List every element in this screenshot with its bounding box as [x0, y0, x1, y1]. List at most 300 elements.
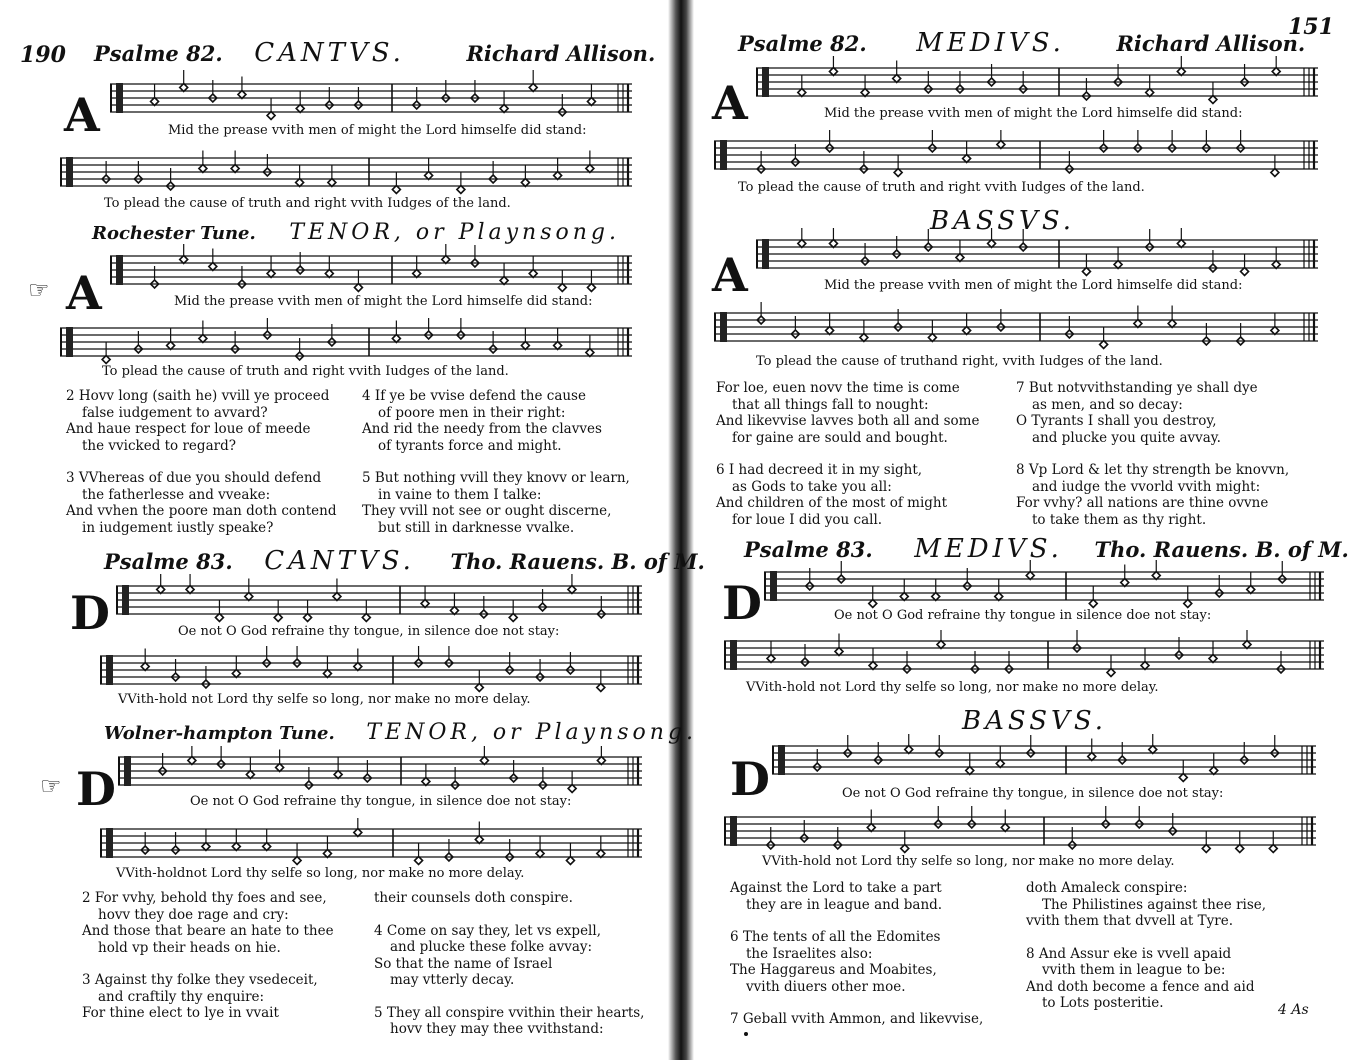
- note-head: [529, 84, 537, 92]
- note-head: [1202, 845, 1210, 853]
- note-head: [199, 335, 207, 343]
- staff-drawing: [110, 244, 632, 296]
- psalm-83-tenor-heading: [104, 720, 697, 745]
- verse-line: 5 They all conspire vvithin their hearts,: [374, 1004, 645, 1021]
- note-head: [1209, 655, 1217, 663]
- note-head: [1241, 268, 1249, 276]
- voice-name: TENOR, or Playnsong.: [366, 720, 698, 745]
- note-head: [1082, 268, 1090, 276]
- verse-line: but still in darknesse vvalke.: [378, 519, 575, 536]
- note-head: [1088, 753, 1096, 761]
- staff-drawing: [60, 318, 632, 366]
- note-head: [151, 98, 159, 106]
- note-head: [238, 91, 246, 99]
- note-head: [1184, 600, 1192, 608]
- note-head: [932, 593, 940, 601]
- staff-drawing: [100, 818, 642, 868]
- note-head: [521, 179, 529, 187]
- music-staff: [110, 244, 632, 296]
- lyric-line: To plead the cause of truthand right, vvith Iudges of the land.: [756, 354, 1163, 369]
- note-head: [328, 179, 336, 187]
- clef-icon: [106, 828, 113, 858]
- psalm-83-cantus-heading: [104, 546, 705, 576]
- note-head: [500, 277, 508, 285]
- note-head: [231, 165, 239, 173]
- initial-letter: D: [722, 576, 762, 630]
- verse-line: for gaine are sould and bought.: [732, 429, 948, 446]
- note-head: [529, 270, 537, 278]
- verse-block: [716, 380, 1336, 530]
- verse-line: 2 Hovv long (saith he) vvill ye proceed: [66, 388, 330, 404]
- verse-line: and iudge the vvorld vvith might:: [1032, 478, 1261, 495]
- pointing-hand-icon: ☞: [40, 772, 62, 800]
- music-staff: [714, 130, 1318, 180]
- note-head: [334, 771, 342, 779]
- note-head: [1026, 572, 1034, 580]
- verse-column-left: [66, 388, 336, 552]
- lyric-line: To plead the cause of truth and right vvith Iudges of the land.: [102, 364, 509, 379]
- note-head: [867, 824, 875, 832]
- lyric-line: VVith-holdnot Lord thy selfe so long, nor make no more delay.: [116, 866, 525, 881]
- verse-column-right: [374, 890, 644, 1054]
- verse-line: 8 And Assur eke is vvell apaid: [1026, 945, 1232, 962]
- note-head: [586, 165, 594, 173]
- note-head: [450, 607, 458, 615]
- lyric-line: To plead the cause of truth and right vvith Iudges of the land.: [738, 180, 1145, 195]
- composer-name: Tho. Rauens. B. of M.: [1094, 537, 1349, 562]
- ink-dot: [744, 1032, 748, 1036]
- note-head: [1247, 586, 1255, 594]
- verse-stanza: [374, 890, 644, 907]
- note-head: [835, 648, 843, 656]
- verse-line: 4 If ye be vvise defend the cause: [362, 388, 586, 404]
- note-head: [1210, 767, 1218, 775]
- clef-icon: [116, 255, 123, 285]
- note-head: [323, 670, 331, 678]
- initial-letter: A: [64, 88, 100, 142]
- note-head: [1089, 600, 1097, 608]
- verse-line: in iudgement iustly speake?: [82, 519, 274, 536]
- page-number: 151: [1288, 14, 1334, 40]
- psalm-82-medius-heading: [738, 28, 1305, 58]
- verse-line: For vvhy? all nations are thine ovvne: [1016, 495, 1269, 511]
- verse-stanza: [1016, 380, 1289, 446]
- lyric-line: To plead the cause of truth and right vvith Iudges of the land.: [104, 196, 511, 211]
- note-head: [521, 342, 529, 350]
- note-head: [1177, 240, 1185, 248]
- clef-icon: [778, 745, 785, 775]
- clef-icon: [720, 140, 727, 170]
- verse-stanza: [716, 380, 979, 446]
- note-head: [354, 829, 362, 837]
- note-head: [304, 614, 312, 622]
- verse-line: false iudgement to avvard?: [82, 404, 268, 421]
- psalm-82-tenor-heading: [92, 220, 620, 245]
- verse-line: the fatherlesse and vveake:: [82, 486, 271, 503]
- note-head: [900, 593, 908, 601]
- verse-line: And likevvise lavves both all and some: [716, 413, 980, 429]
- note-head: [296, 105, 304, 113]
- verse-stanza: [1016, 462, 1289, 528]
- note-head: [826, 327, 834, 335]
- staff-drawing: [116, 574, 642, 626]
- note-head: [568, 785, 576, 793]
- verse-line: as Gods to take you all:: [732, 478, 892, 495]
- verse-line: And vvhen the poore man doth contend: [66, 503, 337, 519]
- note-head: [554, 172, 562, 180]
- note-head: [536, 850, 544, 858]
- staff-drawing: [118, 746, 642, 796]
- note-head: [457, 186, 465, 194]
- note-head: [1243, 641, 1251, 649]
- note-head: [362, 614, 370, 622]
- note-head: [966, 767, 974, 775]
- composer-name: Richard Allison.: [1116, 31, 1306, 56]
- verse-line: hovv they doe rage and cry:: [98, 906, 289, 923]
- note-head: [509, 614, 517, 622]
- note-head: [475, 684, 483, 692]
- verse-stanza: [82, 890, 334, 956]
- note-head: [215, 614, 223, 622]
- verse-block: [730, 880, 1330, 1027]
- verse-line: as men, and so decay:: [1032, 396, 1183, 413]
- voice-name: BASSVS.: [930, 206, 1075, 236]
- verse-line: 8 Vp Lord & let thy strength be knovvn,: [1016, 462, 1290, 478]
- verse-line: 2 For vvhy, behold thy foes and see,: [82, 890, 327, 906]
- note-head: [186, 586, 194, 594]
- note-head: [296, 179, 304, 187]
- verse-line: And those that beare an hate to thee: [82, 923, 334, 939]
- note-head: [937, 641, 945, 649]
- verse-block: [66, 388, 666, 548]
- clef-icon: [730, 816, 737, 846]
- note-head: [1271, 169, 1279, 177]
- note-head: [323, 850, 331, 858]
- note-head: [869, 600, 877, 608]
- note-head: [188, 757, 196, 765]
- verse-column-right: [362, 388, 630, 552]
- note-head: [767, 655, 775, 663]
- music-staff: [714, 302, 1318, 352]
- verse-stanza: [374, 923, 644, 989]
- staff-drawing: [772, 734, 1316, 786]
- lyric-line: Mid the prease vvith men of might the Lord himselfe did stand:: [824, 278, 1243, 293]
- music-staff: [724, 630, 1324, 680]
- staff-drawing: [714, 302, 1318, 352]
- note-head: [500, 105, 508, 113]
- note-head: [905, 746, 913, 754]
- note-head: [354, 284, 362, 292]
- lyric-line: Oe not O God refraine thy tongue, in silence doe not stay:: [178, 624, 560, 639]
- note-head: [245, 593, 253, 601]
- verse-stanza: [66, 470, 336, 536]
- note-head: [568, 586, 576, 594]
- verse-line: Against the Lord to take a part: [730, 880, 942, 896]
- note-head: [480, 757, 488, 765]
- lyric-line: Oe not O God refraine thy tongue in silence doe not stay:: [834, 608, 1212, 623]
- verse-block: [82, 890, 662, 1037]
- verse-stanza: [362, 388, 630, 454]
- lyric-line: Mid the prease vvith men of might the Lord himselfe did stand:: [168, 123, 587, 138]
- note-head: [232, 670, 240, 678]
- verse-line: So that the name of Israel: [374, 955, 553, 972]
- lyric-line: Mid the prease vvith men of might the Lord himselfe did stand:: [824, 106, 1243, 121]
- composer-name: Richard Allison.: [466, 41, 656, 66]
- staff-drawing: [764, 560, 1324, 612]
- note-head: [167, 342, 175, 350]
- note-head: [1134, 320, 1142, 328]
- staff-drawing: [756, 228, 1318, 280]
- note-head: [963, 327, 971, 335]
- note-head: [232, 843, 240, 851]
- note-head: [267, 112, 275, 120]
- note-head: [421, 600, 429, 608]
- note-head: [928, 334, 936, 342]
- psalm-title: Psalme 83.: [744, 537, 873, 562]
- note-head: [988, 240, 996, 248]
- verse-line: the Israelites also:: [746, 945, 873, 962]
- note-head: [442, 256, 450, 264]
- verse-line: doth Amaleck conspire:: [1026, 880, 1188, 896]
- note-head: [392, 186, 400, 194]
- note-head: [597, 684, 605, 692]
- note-head: [1149, 746, 1157, 754]
- right-page: [694, 0, 1360, 1060]
- verse-line: and plucke you quite avvay.: [1032, 429, 1221, 446]
- music-staff: [116, 574, 642, 626]
- note-head: [333, 593, 341, 601]
- verse-line: in vaine to them I talke:: [378, 486, 542, 503]
- note-head: [586, 349, 594, 357]
- clef-icon: [66, 157, 73, 187]
- verse-line: O Tyrants I shall you destroy,: [1016, 413, 1217, 429]
- initial-letter: A: [66, 266, 102, 320]
- note-head: [1121, 579, 1129, 587]
- verse-line: For thine elect to lye in vvait: [82, 1005, 279, 1021]
- note-head: [554, 342, 562, 350]
- verse-line: vvith them in league to be:: [1042, 962, 1226, 978]
- book-gutter: [668, 0, 694, 1060]
- note-head: [276, 764, 284, 772]
- staff-drawing: [714, 130, 1318, 180]
- note-head: [1236, 845, 1244, 853]
- verse-line: they are in league and band.: [746, 896, 943, 913]
- verse-line: hovv they may thee vvithstand:: [390, 1021, 604, 1037]
- music-staff: [772, 734, 1316, 786]
- voice-name: MEDIVS.: [914, 534, 1063, 564]
- verse-stanza: [1026, 880, 1266, 930]
- lyric-line: Oe not O God refraine thy tongue, in silence doe not stay:: [842, 786, 1224, 801]
- verse-column-right: [1026, 880, 1266, 1028]
- voice-name: MEDIVS.: [916, 28, 1065, 58]
- note-head: [475, 836, 483, 844]
- catchword: 4 As: [1278, 1002, 1309, 1018]
- psalm-title: Psalme 82.: [738, 31, 867, 56]
- clef-icon: [66, 327, 73, 357]
- lyric-line: VVith-hold not Lord thy selfe so long, nor make no more delay.: [762, 854, 1175, 869]
- clef-icon: [122, 585, 129, 615]
- staff-drawing: [724, 630, 1324, 680]
- verse-line: The Haggareus and Moabites,: [730, 962, 937, 978]
- note-head: [587, 98, 595, 106]
- clef-icon: [124, 756, 131, 786]
- clef-icon: [762, 239, 769, 269]
- note-head: [413, 270, 421, 278]
- note-head: [861, 89, 869, 97]
- verse-line: of poore men in their right:: [378, 404, 566, 421]
- note-head: [1114, 261, 1122, 269]
- verse-line: And doth become a fence and aid: [1026, 978, 1255, 995]
- note-head: [1107, 669, 1115, 677]
- verse-column-left: [716, 380, 979, 544]
- verse-line: and craftily thy enquire:: [98, 988, 265, 1005]
- note-head: [1177, 68, 1185, 76]
- note-head: [566, 857, 574, 865]
- verse-line: of tyrants force and might.: [378, 437, 562, 454]
- verse-stanza: [730, 929, 983, 995]
- note-head: [1100, 341, 1108, 349]
- verse-line: 7 Geball vvith Ammon, and likevvise,: [730, 1011, 984, 1027]
- note-head: [558, 284, 566, 292]
- note-head: [894, 169, 902, 177]
- verse-line: their counsels doth conspire.: [374, 890, 573, 906]
- note-head: [246, 771, 254, 779]
- verse-column-left: [730, 880, 983, 1044]
- note-head: [901, 845, 909, 853]
- note-head: [157, 586, 165, 594]
- clef-icon: [106, 655, 113, 685]
- staff-drawing: [724, 806, 1316, 856]
- verse-line: for loue I did you call.: [732, 511, 883, 528]
- initial-letter: D: [76, 762, 116, 816]
- music-staff: [100, 818, 642, 868]
- music-staff: [118, 746, 642, 796]
- note-head: [798, 240, 806, 248]
- note-head: [425, 172, 433, 180]
- clef-icon: [116, 83, 123, 113]
- verse-line: 3 VVhereas of due you should defend: [66, 470, 322, 486]
- initial-letter: A: [712, 248, 748, 302]
- clef-icon: [770, 571, 777, 601]
- note-head: [1146, 89, 1154, 97]
- note-head: [1179, 774, 1187, 782]
- note-head: [1141, 662, 1149, 670]
- music-staff: [100, 646, 642, 694]
- note-head: [956, 254, 964, 262]
- verse-stanza: [374, 1005, 644, 1038]
- verse-stanza: [730, 880, 983, 913]
- note-head: [180, 84, 188, 92]
- note-head: [597, 757, 605, 765]
- voice-name: CANTVS.: [264, 546, 415, 576]
- note-head: [587, 284, 595, 292]
- note-head: [1168, 320, 1176, 328]
- note-head: [1209, 96, 1217, 104]
- psalm-title: Psalme 83.: [104, 549, 233, 574]
- note-head: [141, 663, 149, 671]
- verse-line: 5 But nothing vvill they knovv or learn,: [362, 470, 630, 486]
- music-staff: [764, 560, 1324, 612]
- verse-line: to Lots posteritie.: [1042, 995, 1164, 1011]
- note-head: [209, 263, 217, 271]
- note-head: [102, 356, 110, 364]
- verse-column-right: [1016, 380, 1289, 544]
- verse-stanza: [716, 462, 979, 528]
- voice-name: CANTVS.: [254, 38, 405, 68]
- verse-line: 3 Against thy folke they vsedeceit,: [82, 972, 318, 988]
- psalm-title: Psalme 82.: [94, 41, 223, 66]
- lyric-line: Oe not O God refraine thy tongue, in silence doe not stay:: [190, 794, 572, 809]
- page-number: 190: [20, 42, 66, 68]
- note-head: [997, 141, 1005, 149]
- initial-letter: D: [70, 586, 110, 640]
- note-head: [1272, 261, 1280, 269]
- verse-line: And children of the most of might: [716, 495, 948, 511]
- verse-stanza: [730, 1011, 983, 1028]
- verse-line: And rid the needy from the clavves: [362, 421, 602, 437]
- note-head: [293, 857, 301, 865]
- verse-stanza: [362, 470, 630, 536]
- staff-drawing: [756, 56, 1318, 108]
- verse-line: The Philistines against thee rise,: [1042, 896, 1267, 913]
- verse-line: hold vp their heads on hie.: [98, 939, 281, 956]
- verse-line: vvith diuers other moe.: [746, 978, 906, 995]
- lyric-line: Mid the prease vvith men of might the Lord himselfe did stand:: [174, 294, 593, 309]
- note-head: [1152, 572, 1160, 580]
- music-staff: [60, 318, 632, 366]
- music-staff: [756, 56, 1318, 108]
- verse-line: vvith them that dvvell at Tyre.: [1026, 913, 1234, 929]
- psalm-82-cantus-heading: [94, 38, 655, 68]
- verse-line: may vtterly decay.: [390, 972, 515, 988]
- note-head: [869, 662, 877, 670]
- clef-icon: [730, 640, 737, 670]
- verse-line: They vvill not see or ought discerne,: [362, 503, 612, 519]
- note-head: [860, 334, 868, 342]
- verse-stanza: [1026, 946, 1266, 1012]
- verse-line: to take them as thy right.: [1032, 511, 1207, 528]
- note-head: [893, 75, 901, 83]
- initial-letter: A: [712, 76, 748, 130]
- note-head: [267, 270, 275, 278]
- note-head: [199, 165, 207, 173]
- note-head: [798, 89, 806, 97]
- music-staff: [60, 148, 632, 196]
- note-head: [422, 778, 430, 786]
- voice-name: BASSVS.: [962, 706, 1107, 736]
- clef-icon: [762, 67, 769, 97]
- note-head: [963, 155, 971, 163]
- note-head: [1271, 327, 1279, 335]
- note-head: [392, 335, 400, 343]
- note-head: [415, 857, 423, 865]
- verse-stanza: [66, 388, 336, 454]
- note-head: [274, 614, 282, 622]
- note-head: [996, 760, 1004, 768]
- note-head: [1269, 845, 1277, 853]
- verse-line: that all things fall to nought:: [732, 396, 929, 413]
- lyric-line: VVith-hold not Lord thy selfe so long, nor make no more delay.: [746, 680, 1159, 695]
- note-head: [263, 843, 271, 851]
- verse-line: 6 The tents of all the Edomites: [730, 929, 941, 945]
- note-head: [202, 843, 210, 851]
- lyric-line: VVith-hold not Lord thy selfe so long, nor make no more delay.: [118, 692, 531, 707]
- verse-column-left: [82, 890, 334, 1038]
- note-head: [354, 663, 362, 671]
- verse-line: For loe, euen novv the time is come: [716, 380, 960, 396]
- verse-line: And haue respect for loue of meede: [66, 421, 311, 437]
- clef-icon: [720, 312, 727, 342]
